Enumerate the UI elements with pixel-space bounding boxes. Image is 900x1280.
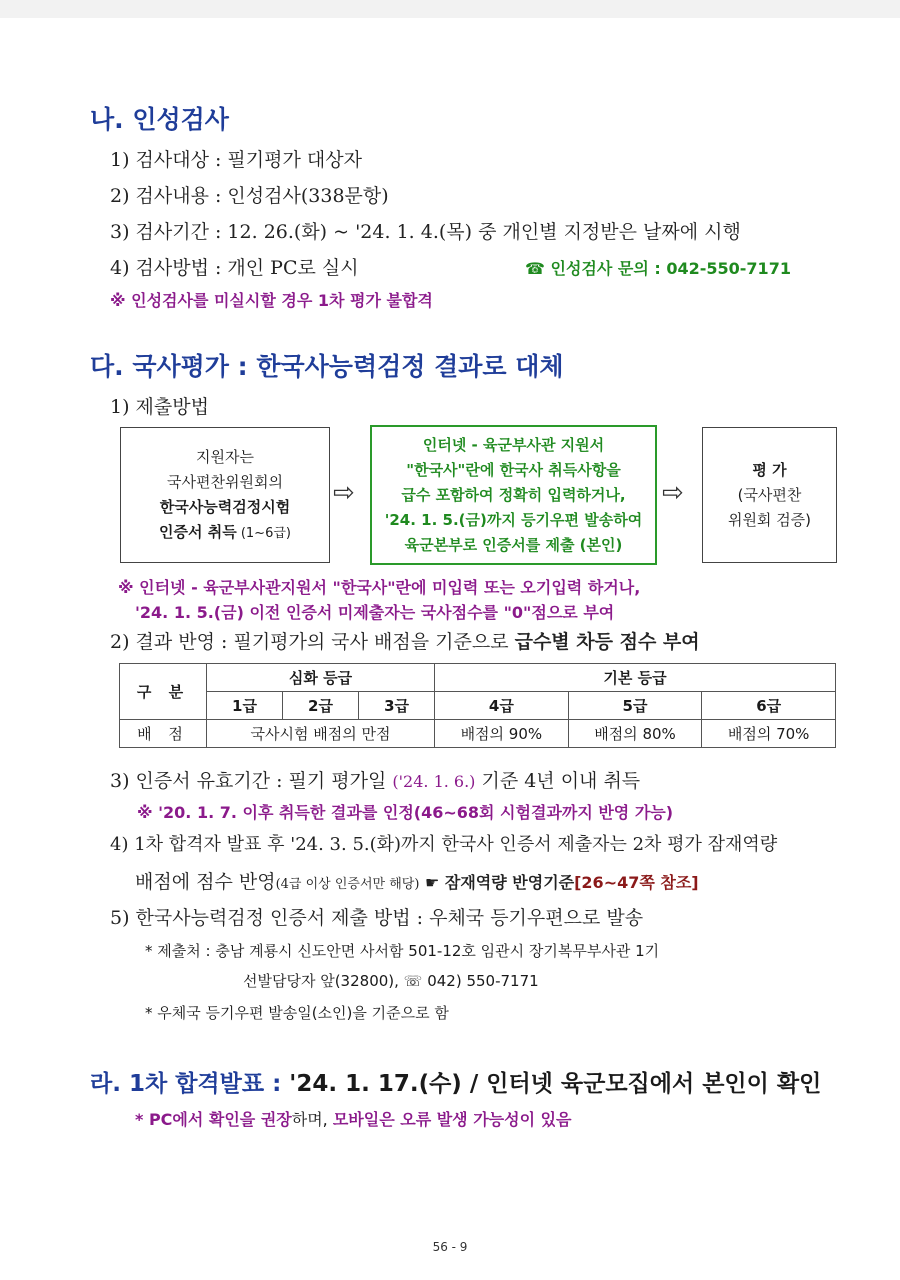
ra-note-mobile: 모바일은 오류 발생 가능성이 있음	[332, 1110, 572, 1129]
section-na-title: 나. 인성검사	[90, 105, 229, 134]
da-note-2: '24. 1. 5.(금) 이전 인증서 미제출자는 국사점수를 "0"점으로 부여	[135, 603, 615, 622]
da-sub-3	[110, 766, 640, 793]
page-number: 56 - 9	[432, 1240, 468, 1254]
table-grade: 6급	[702, 692, 836, 720]
na-note: ※ 인성검사를 미실시할 경우 1차 평가 불합격	[110, 291, 433, 310]
sub3-date: ('24. 1. 6.)	[392, 772, 476, 791]
box2-line4: '24. 1. 5.(금)까지 등기우편 발송하여	[384, 510, 643, 529]
da-address-1: * 제출처 : 충남 계룡시 신도안면 사서함 501-12호 임관시 장기복무부사관 1기	[145, 942, 660, 960]
sub4-ref: ☛ 잠재역량 반영기준	[419, 873, 575, 892]
section-ra-title	[90, 1065, 821, 1098]
sub2-bold: 급수별 차등 점수 부여	[514, 631, 700, 653]
da-sub-5: 5) 한국사능력검정 인증서 제출 방법 : 우체국 등기우편으로 발송	[110, 907, 644, 929]
flow-box-evaluation	[702, 427, 837, 563]
box1-line4b: (1~6급)	[236, 525, 291, 541]
ra-note	[135, 1107, 572, 1130]
table-score-basic: 배점의 80%	[568, 720, 702, 748]
na-item-3: 3) 검사기간 : 12. 26.(화) ~ '24. 1. 4.(목) 중 개인별 지정받은 날짜에 시행	[110, 221, 741, 243]
ra-title-label: 라. 1차 합격발표 :	[90, 1071, 290, 1097]
top-bar	[0, 0, 900, 18]
na-item-1: 1) 검사대상 : 필기평가 대상자	[110, 149, 362, 171]
da-address-2: 선발담당자 앞(32800), ☏ 042) 550-7171	[243, 972, 539, 990]
flow-arrow-1: ⇨	[333, 478, 355, 508]
box2-line3: 급수 포함하여 정확히 입력하거나,	[401, 485, 626, 504]
table-grade: 3급	[359, 692, 435, 720]
na-contact: ☎ 인성검사 문의 : 042-550-7171	[525, 259, 791, 278]
table-score-basic: 배점의 70%	[702, 720, 836, 748]
box3-line3: 위원회 검증)	[727, 510, 812, 529]
da-address-3: * 우체국 등기우편 발송일(소인)을 기준으로 함	[145, 1004, 449, 1022]
flow-arrow-2: ⇨	[662, 478, 684, 508]
section-da-title: 다. 국사평가 : 한국사능력검정 결과로 대체	[90, 352, 564, 381]
box3-line2: (국사편찬	[737, 485, 802, 504]
flow-box-applicant	[120, 427, 330, 563]
score-table	[119, 663, 836, 748]
ra-title-detail: '24. 1. 17.(수) / 인터넷 육군모집에서 본인이 확인	[289, 1071, 822, 1097]
da-sub-2	[110, 627, 700, 654]
na-item-4: 4) 검사방법 : 개인 PC로 실시	[110, 257, 359, 279]
box1-line1: 지원자는	[196, 447, 254, 466]
table-label-score: 배 점	[120, 720, 207, 748]
table-grade: 4급	[435, 692, 569, 720]
ra-note-pc: * PC에서 확인을 권장	[135, 1110, 292, 1129]
table-label-category: 구 분	[120, 664, 207, 720]
sub4-text: 배점에 점수 반영	[135, 871, 276, 893]
da-sub-4-line2	[135, 867, 699, 894]
da-note-3: ※ '20. 1. 7. 이후 취득한 결과를 인정(46~68회 시험결과까지 반영 가능)	[137, 803, 674, 822]
table-score-basic: 배점의 90%	[435, 720, 569, 748]
table-grade: 5급	[568, 692, 702, 720]
flow-box-submission	[370, 425, 657, 565]
box2-line2: "한국사"란에 한국사 취득사항을	[406, 460, 621, 479]
table-group-advanced: 심화 등급	[207, 664, 435, 692]
box1-line3: 한국사능력검정시험	[159, 497, 291, 516]
box2-line1: 인터넷 - 육군부사관 지원서	[422, 435, 605, 454]
na-item-2: 2) 검사내용 : 인성검사(338문항)	[110, 185, 389, 207]
box3-line1: 평 가	[752, 460, 787, 479]
sub4-page-ref: [26~47쪽 참조]	[574, 873, 699, 892]
sub4-paren: (4급 이상 인증서만 해당)	[275, 877, 420, 892]
sub3-text: 3) 인증서 유효기간 : 필기 평가일	[110, 770, 393, 792]
sub2-text: 2) 결과 반영 : 필기평가의 국사 배점을 기준으로	[110, 631, 515, 653]
box1-line4a: 인증서 취득	[159, 522, 237, 541]
da-sub-1: 1) 제출방법	[110, 396, 209, 418]
sub3-tail: 기준 4년 이내 취득	[475, 770, 641, 792]
table-grade: 2급	[283, 692, 359, 720]
box2-line5: 육군본부로 인증서를 제출 (본인)	[404, 535, 623, 554]
table-grade: 1급	[207, 692, 283, 720]
table-group-basic: 기본 등급	[435, 664, 836, 692]
da-note-1: ※ 인터넷 - 육군부사관지원서 "한국사"란에 미입력 또는 오기입력 하거나,	[118, 578, 641, 597]
ra-note-mid: 하며,	[291, 1110, 333, 1129]
da-sub-4-line1: 4) 1차 합격자 발표 후 '24. 3. 5.(화)까지 한국사 인증서 제출자는 2차 평가 잠재역량	[110, 834, 778, 855]
table-score-advanced: 국사시험 배점의 만점	[207, 720, 435, 748]
box1-line2: 국사편찬위원회의	[167, 472, 283, 491]
